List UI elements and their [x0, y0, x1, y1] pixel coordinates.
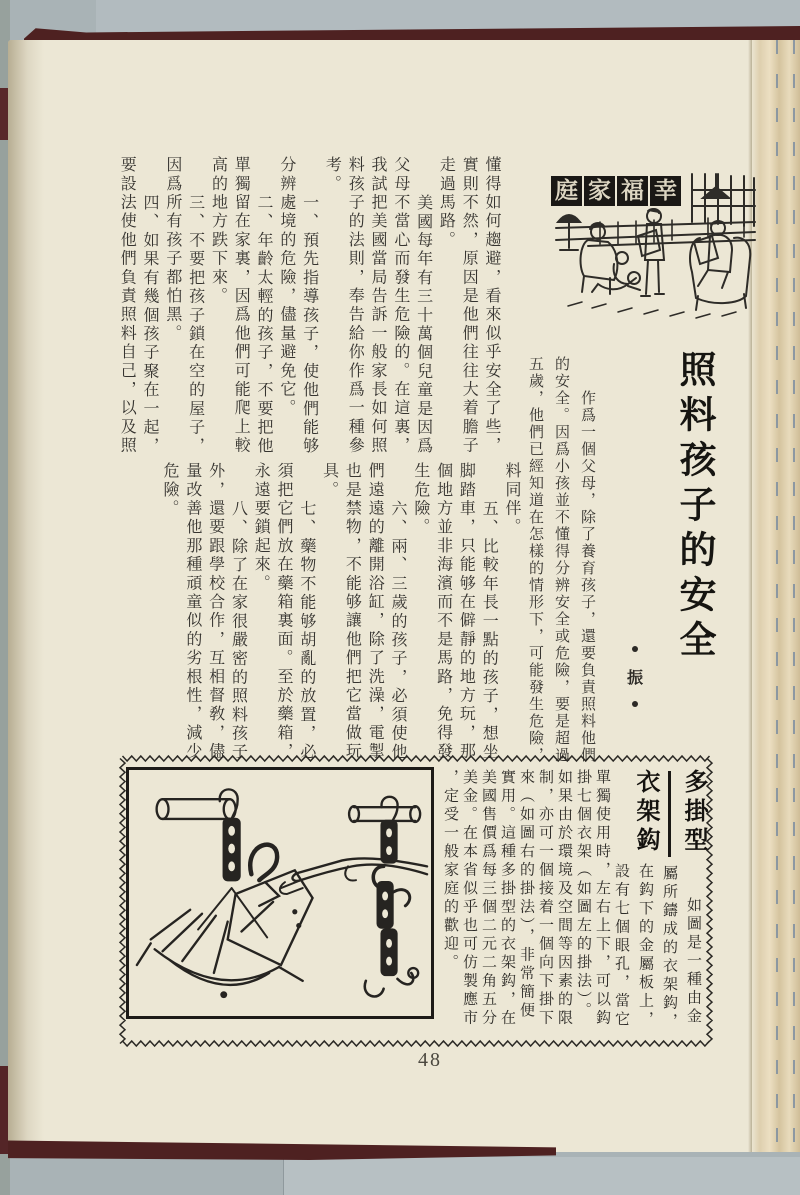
article-band-2 [150, 462, 522, 766]
article-intro [512, 356, 600, 770]
hanger-column-text: 如圖是一種由金 [685, 897, 701, 1027]
hanger-column [459, 769, 478, 1035]
stamp-character: 幸 [650, 176, 681, 206]
article-band-1 [88, 156, 502, 460]
article-byline [618, 646, 652, 756]
byline-name: 振 [626, 670, 643, 687]
hanger-column [660, 769, 678, 1035]
page-number: 48 [418, 1049, 442, 1071]
paragraph: 八、除了在家很嚴密的照料孩子外，還要跟學校合作，互相督敎，儘量改善他那種頑童似的劣根性，減少危險。 [161, 462, 247, 762]
hanger-column [573, 769, 592, 1035]
hanger-column-text: 單獨使用時，左右上下，可以鈎 [594, 769, 610, 1028]
hanger-column-text: 如果由於環境及空間等因素的限 [556, 769, 572, 1028]
scan-background [283, 1157, 800, 1195]
byline-dot-icon [632, 701, 638, 707]
hanger-column [535, 769, 554, 1035]
article-title: 照料孩子的安全 [673, 350, 714, 665]
byline-dot-icon [632, 646, 638, 652]
paragraph: 作爲一個父母，除了養育孩子，還要負責照料他們的安全。因爲小孩並不懂得分辨安全或危險，要是超過五歲，他們已經知道在怎樣的情形下，可能發生危險， [527, 356, 595, 764]
hanger-column-text: 屬所鑄成的衣架鈎， [661, 865, 677, 1032]
paragraph: 七、藥物不能够胡亂的放置，必須把它們放在藥箱裏面。至於藥箱，永遠要鎖起來。 [252, 462, 315, 762]
hanger-column [554, 769, 573, 1035]
hanger-column [516, 769, 535, 1035]
hanger-column-text: 來（如圖右的掛法），非常簡便 [518, 769, 534, 1021]
hanger-title: 多掛型 [680, 769, 706, 856]
hanger-column [478, 769, 497, 1035]
hanger-column-text: 實用。這種多掛型的衣架鈎，在 [499, 769, 515, 1028]
hanger-title: 衣架鈎 [632, 769, 658, 856]
hanger-column [678, 769, 708, 1035]
page-edge-line [776, 40, 778, 1152]
hanger-column [630, 769, 660, 1035]
hanger-column [497, 769, 516, 1035]
paragraph: 二、年齡太輕的孩子，不要把他單獨留在家裏，因爲他們可能爬上較高的地方跌下來。 [209, 156, 273, 456]
stamp-character: 福 [617, 176, 648, 206]
page-gutter-shadow [8, 40, 44, 1152]
hanger-column-text: 在鈎下的金屬板上， [637, 863, 653, 1030]
stamp-character: 庭 [551, 176, 582, 206]
hanger-column-text: 設有七個眼孔，當它 [613, 863, 629, 1030]
hanger-column-text: 掛七個衣架（如圖左的掛法）。 [575, 769, 591, 1021]
paragraph: 一、預先指導孩子，使他們能够分辨處境的危險，儘量避免它。 [277, 156, 318, 456]
paragraph: 三、不要把孩子鎖在空的屋子，因爲所有孩子都怕黑。 [163, 156, 204, 456]
stamp-character: 家 [584, 176, 615, 206]
hanger-illustration-frame [126, 767, 434, 1019]
hanger-column-text: ，定受一般家庭的歡迎。 [442, 769, 458, 973]
happy-family-stamp [551, 176, 681, 206]
hanger-column-text: 美金。在本省似乎也可仿製應市 [461, 769, 477, 1028]
paragraph: 懂得如何趨避，看來似乎安全了些，實則不然，原因是他們往往大着膽子走過馬路。 [437, 156, 500, 456]
hanger-column [440, 769, 459, 1035]
paragraph: 五、比較年長一點的孩子，想坐脚踏車，只能够在僻靜的地方玩，那個地方並非海濱而不是馬路，免得發生危險。 [411, 462, 498, 762]
paragraph: 四、如果有幾個孩子聚在一起，要設法使他們負責照料自己，以及照 [118, 156, 159, 456]
hanger-column-text: 美國售價爲每三個二元二角五分 [480, 769, 496, 1028]
hanger-column [611, 769, 630, 1035]
hanger-column-text: 制，亦可一個接着一個向下掛下 [537, 769, 553, 1028]
hanger-feature-section [118, 754, 714, 1048]
hanger-column [592, 769, 611, 1035]
paragraph: 六、兩、三歲的孩子，必須使他們遠遠的離開浴缸，除了洗澡，電掣也是禁物，不能够讓他們把它當做玩具。 [320, 462, 407, 762]
paragraph: 美國每年有三十萬個兒童是因爲父母不當心而發生危險的。在這裏，我試把美國當局告訴一般家長如何照料孩子的法則，奉告給你作爲一種參考。 [323, 156, 432, 456]
hanger-illustration [129, 770, 431, 1016]
paragraph: 料同伴。 [503, 462, 520, 537]
hanger-text [438, 769, 708, 1035]
page-edge-line [793, 40, 795, 1152]
hanger-title-rule [668, 771, 671, 857]
